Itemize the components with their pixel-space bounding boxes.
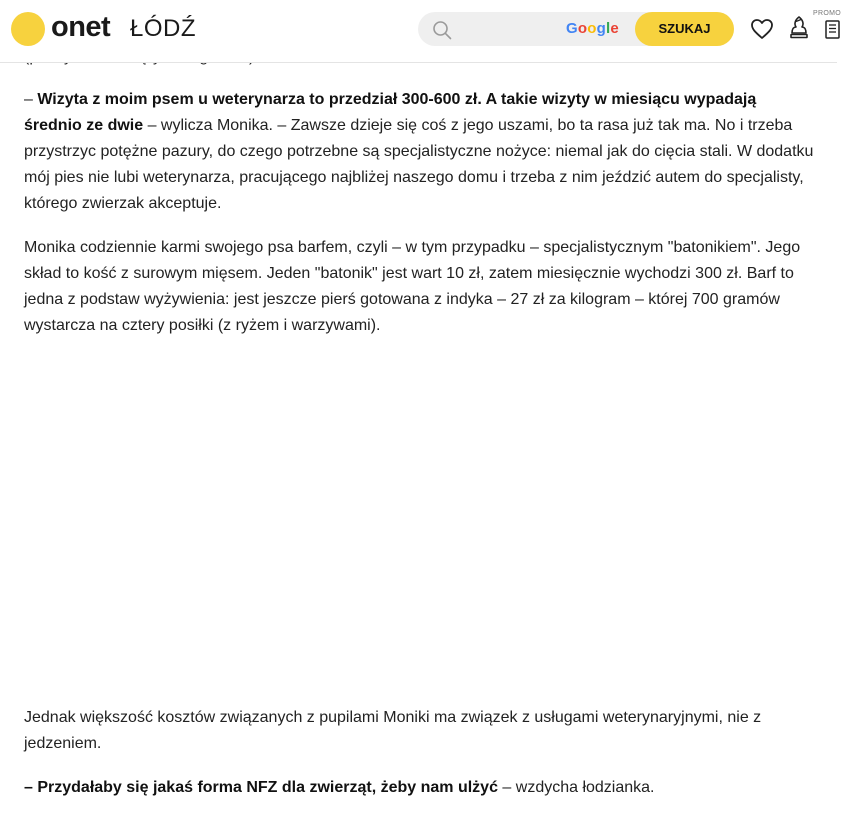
logo-onet[interactable]: onet bbox=[51, 11, 111, 43]
site-header bbox=[0, 0, 841, 63]
paragraph-costs bbox=[24, 705, 816, 757]
paragraph-text: – wzdycha łodzianka. bbox=[497, 779, 655, 796]
search-input[interactable] bbox=[460, 12, 564, 48]
paragraph-quote-nfz bbox=[24, 775, 816, 801]
promo-label: PROMO bbox=[813, 10, 841, 17]
search-icon bbox=[432, 20, 452, 40]
paragraph-dash: – bbox=[24, 91, 38, 108]
paragraph-text: Monika codziennie karmi swojego psa barfem, czyli – w tym przypadku – specjalistycznym "batonikiem". Jego skład to kość z surowym mięsem. Jeden "batonik" jest wart 10 zł, zatem miesięcznie wychodzi 300 zł. Barf to jedna z podstaw wyżywienia: jest jeszcze pierś gotowana z indyka – 27 zł za kilogram – której 700 gramów wystarcza na cztery posiłki (z ryżem i warzywami). bbox=[24, 239, 801, 334]
google-logo: Google bbox=[566, 20, 619, 37]
logo-city[interactable]: ŁÓDŹ bbox=[130, 15, 197, 42]
search-button[interactable]: SZUKAJ bbox=[635, 12, 734, 46]
paragraph-text: – wylicza Monika. – Zawsze dzieje się coś z jego uszami, bo ta rasa już tak ma. No i trzeba przystrzyc potężne pazury, do czego potrzebne są specjalistyczne nożyce: niemal jak do cięcia stali. W dodatku mój pies nie lubi weterynarza, pracującego najbliżej naszego domu i trzeba z nim jeździć autem do specjalisty, którego zwierzak akceptuje. bbox=[24, 117, 814, 212]
promo-icon[interactable] bbox=[823, 19, 839, 39]
paragraph-text: Jednak większość kosztów związanych z pupilami Moniki ma związek z usługami weterynaryjnymi, nie z jedzeniem. bbox=[24, 709, 762, 752]
horoscope-icon[interactable] bbox=[787, 15, 811, 41]
logo-dot[interactable] bbox=[11, 12, 45, 46]
ad-placeholder bbox=[24, 340, 816, 700]
paragraph-vet-visits bbox=[24, 87, 816, 217]
heart-icon[interactable] bbox=[750, 18, 774, 40]
quote-bold: – Przydałaby się jakaś forma NFZ dla zwierząt, żeby nam ulżyć bbox=[24, 779, 498, 796]
quote-bold: Wizyta z moim psem u weterynarza to przedział 300-600 zł. A takie wizyty w miesiącu wypadają średnio ze dwie bbox=[24, 91, 757, 134]
paragraph-feeding bbox=[24, 235, 816, 339]
